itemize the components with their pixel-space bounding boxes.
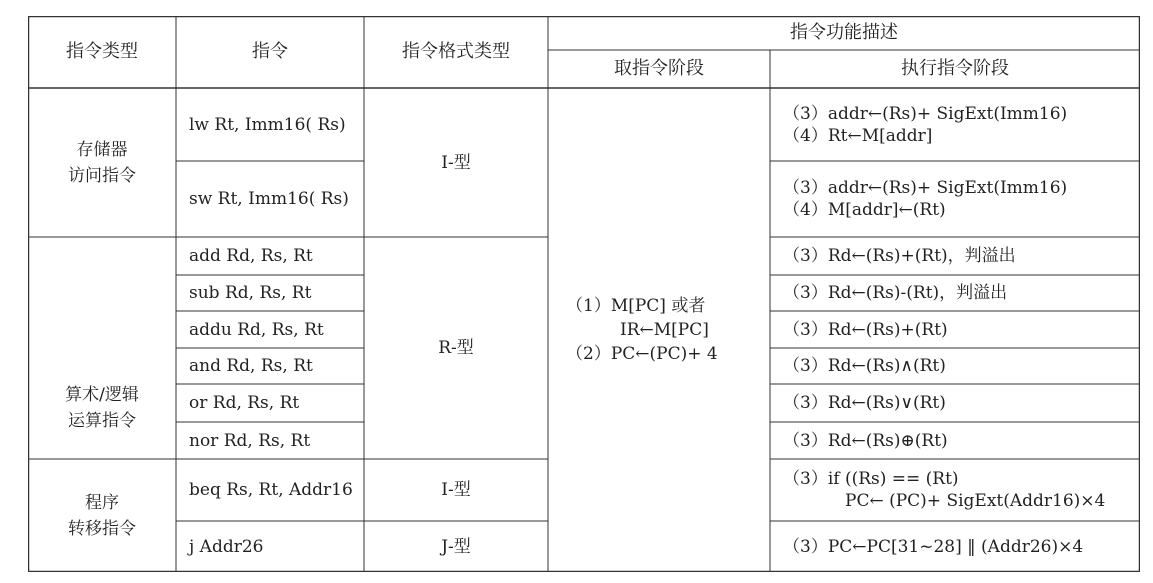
instr-beq: beq Rs, Rt, Addr16 <box>189 480 353 500</box>
exec-line: （4）Rt←M[addr] <box>783 125 933 146</box>
exec-j: （3）PC←PC[31~28] ‖ (Addr26)×4 <box>783 536 1084 557</box>
fetch-line2: IR←M[PC] <box>620 320 709 340</box>
exec-addu: （3）Rd←(Rs)+(Rt) <box>783 319 948 340</box>
exec-line: （4）M[addr]←(Rt) <box>783 200 946 220</box>
exec-line: （3）addr←(Rs)+ SigExt(Imm16) <box>783 178 1068 198</box>
instr-or: or Rd, Rs, Rt <box>189 393 300 413</box>
format-j: J-型 <box>441 536 471 557</box>
exec-sw <box>770 161 1140 237</box>
fetch-stage <box>548 88 770 572</box>
format-r: R-型 <box>438 338 474 358</box>
exec-line: （3）if ((Rs) == (Rt) <box>783 469 959 489</box>
exec-nor: （3）Rd←(Rs)⊕(Rt) <box>783 430 948 451</box>
exec-sub: （3）Rd←(Rs)-(Rt)，判溢出 <box>783 283 1008 303</box>
group-memory-line2: 访问指令 <box>68 165 136 186</box>
instr-add: add Rd, Rs, Rt <box>189 246 313 266</box>
header-function: 指令功能描述 <box>790 22 898 43</box>
format-i-mem: I-型 <box>441 152 471 173</box>
group-memory <box>28 88 176 237</box>
exec-line: （3）addr←(Rs)+ SigExt(Imm16) <box>783 103 1068 124</box>
header-fetch: 取指令阶段 <box>614 58 704 79</box>
instr-nor: nor Rd, Rs, Rt <box>189 430 311 451</box>
exec-or: （3）Rd←(Rs)∨(Rt) <box>783 393 946 413</box>
instr-j: j Addr26 <box>189 536 264 557</box>
instruction-table <box>28 16 1140 572</box>
header-type: 指令类型 <box>66 41 138 62</box>
format-i-beq: I-型 <box>441 480 471 500</box>
header-format: 指令格式类型 <box>402 41 510 62</box>
instr-addu: addu Rd, Rs, Rt <box>189 319 324 340</box>
exec-and: （3）Rd←(Rs)∧(Rt) <box>783 356 946 376</box>
instr-and: and Rd, Rs, Rt <box>189 356 313 376</box>
group-branch-line1: 程序 <box>85 492 119 513</box>
fetch-line1: （1）M[PC] 或者 <box>566 296 706 316</box>
exec-beq <box>770 459 1140 521</box>
group-arith-line2: 运算指令 <box>68 411 136 431</box>
group-branch-line2: 转移指令 <box>68 518 136 539</box>
exec-lw <box>770 88 1140 161</box>
header-instruction: 指令 <box>252 41 288 62</box>
group-memory-line1: 存储器 <box>76 139 128 160</box>
instr-lw: lw Rt, Imm16( Rs) <box>189 114 346 135</box>
fetch-line3: （2）PC←(PC)+ 4 <box>566 344 718 364</box>
group-arith-line1: 算术/逻辑 <box>65 385 139 405</box>
group-branch <box>28 459 176 572</box>
group-arith <box>28 237 176 459</box>
instr-sub: sub Rd, Rs, Rt <box>189 283 312 303</box>
header-execute: 执行指令阶段 <box>901 58 1009 79</box>
instr-sw: sw Rt, Imm16( Rs) <box>189 189 349 209</box>
exec-line: PC← (PC)+ SigExt(Addr16)×4 <box>845 491 1106 511</box>
exec-add: （3）Rd←(Rs)+(Rt)，判溢出 <box>783 246 1016 266</box>
